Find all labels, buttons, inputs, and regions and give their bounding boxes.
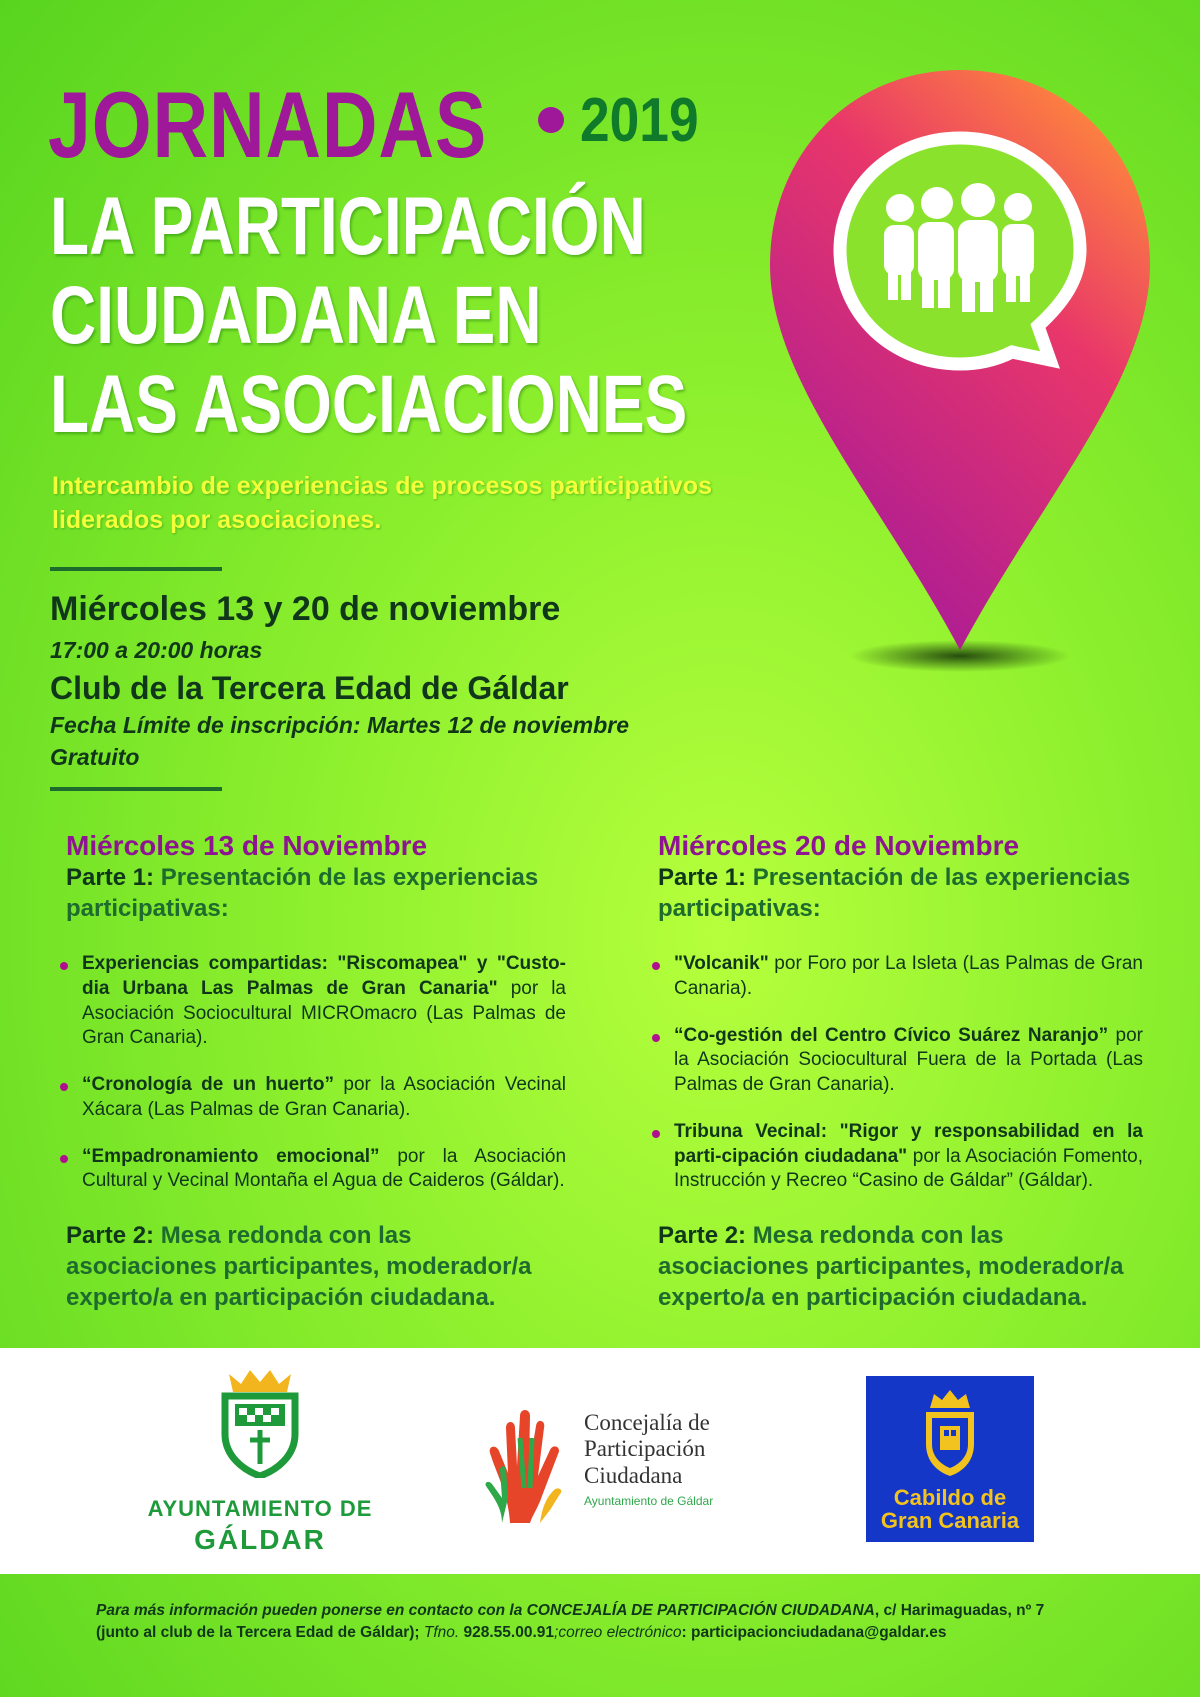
subtitle [52, 470, 772, 538]
ayuntamiento-line2: GÁLDAR [194, 1524, 326, 1555]
event-time: 17:00 a 20:00 horas [50, 637, 263, 663]
title-bullet [538, 107, 564, 133]
divider-top [50, 567, 222, 571]
item-title: “Cronología de un huerto” [82, 1074, 334, 1096]
cabildo-line2: Gran Canaria [880, 1508, 1020, 1534]
item-title: Experiencias compartidas: "Riscomapea" y "Custo-dia Urbana Las Palmas de Gran Canaria" [82, 953, 566, 1000]
item-title: Tribuna Vecinal: "Rigor y responsabilidad en la parti-cipación ciudadana" [674, 1120, 1143, 1167]
cabildo-logo [866, 1376, 1034, 1542]
footer-email-label: ;correo electrónico [554, 1624, 682, 1642]
footer-address: , c/ Harimaguadas, nº 7 [874, 1602, 1045, 1619]
day2-part2 [658, 1220, 1143, 1314]
footer-contact [96, 1600, 1106, 1645]
footer-phone-label: Tfno. [423, 1624, 460, 1642]
footer-line-2 [96, 1622, 1106, 1644]
item-detail: por la Asociación Sociocultural Fuera de la Portada (Las Palmas de Gran Canaria). [674, 1024, 1144, 1096]
day1-part2-text: Mesa redonda con las asociaciones participantes, moderador/a experto/a en participación ciudadana. [66, 1221, 532, 1312]
day1-heading: Miércoles 13 de Noviembre [66, 830, 428, 861]
crest-icon [918, 1386, 982, 1478]
list-item [66, 1145, 566, 1194]
list-item [658, 1024, 1143, 1098]
title-line-3: LAS ASOCIACIONES [50, 359, 688, 450]
subtitle-line-1: Intercambio de experiencias de procesos participativos [52, 472, 712, 500]
day2-column [658, 830, 1143, 1313]
concejalia-line3: Ciudadana [584, 1462, 683, 1488]
day1-column [66, 830, 566, 1313]
item-detail: por la Asociación Fomento, Instrucción y Recreo “Casino de Gáldar” (Gáldar). [674, 1145, 1143, 1192]
concejalia-text [584, 1410, 710, 1489]
day1-part2 [66, 1220, 566, 1314]
item-detail: por la Asociación Cultural y Vecinal Montaña el Agua de Caideros (Gáldar). [82, 1145, 567, 1192]
cabildo-line1: Cabildo de [893, 1485, 1007, 1510]
day1-list [66, 952, 566, 1194]
item-detail: por la Asociación Vecinal Xácara (Las Palmas de Gran Canaria). [82, 1074, 566, 1120]
day2-heading: Miércoles 20 de Noviembre [658, 830, 1020, 861]
title-line-1: LA PARTICIPACIÓN [50, 181, 646, 272]
jornadas-title: JORNADAS [48, 72, 488, 177]
item-title: “Co-gestión del Centro Cívico Suárez Naranjo” [674, 1024, 1109, 1046]
footer-org: CONCEJALÍA DE PARTICIPACIÓN CIUDADANA [526, 1602, 875, 1619]
day2-part1-lead: Parte 1: [658, 864, 747, 891]
divider-bottom [50, 787, 222, 791]
list-item [658, 952, 1143, 1001]
hands-icon [480, 1398, 575, 1528]
concejalia-sub: Ayuntamiento de Gáldar [584, 1494, 714, 1508]
coat-of-arms-icon [215, 1368, 305, 1478]
cabildo-text [866, 1486, 1034, 1532]
concejalia-line2: Participación [584, 1436, 706, 1462]
day2-list [658, 952, 1143, 1194]
item-detail: por Foro por La Isleta (Las Palmas de Gran Canaria). [674, 953, 1143, 1000]
subtitle-line-2: liderados por asociaciones. [52, 505, 382, 534]
concejalia-logo [480, 1398, 780, 1538]
list-item [658, 1120, 1143, 1194]
day1-part1 [66, 862, 566, 924]
ayuntamiento-line1: AYUNTAMIENTO DE [147, 1496, 373, 1521]
day2-part2-text: Mesa redonda con las asociaciones participantes, moderador/a experto/a en participación ciudadana. [658, 1221, 1124, 1312]
location-pin-icon [760, 60, 1180, 680]
day2-part1 [658, 862, 1143, 924]
concejalia-line1: Concejalía de [584, 1410, 710, 1435]
day2-part1-text: Presentación de las experiencias participativas: [658, 864, 1131, 923]
footer-location: (junto al club de la Tercera Edad de Gáldar); [96, 1624, 424, 1642]
logo-band [0, 1348, 1200, 1574]
day1-part2-lead: Parte 2: [66, 1221, 155, 1249]
list-item [66, 952, 566, 1051]
registration-deadline: Fecha Límite de inscripción: Martes 12 de noviembre [50, 712, 630, 738]
item-detail: por la Asociación Sociocultural MICROmacro (Las Palmas de Gran Canaria). [82, 978, 566, 1049]
day1-part1-lead: Parte 1: [66, 864, 155, 891]
item-title: "Volcanik" [674, 953, 769, 975]
event-venue: Club de la Tercera Edad de Gáldar [50, 670, 569, 706]
year-label: 2019 [580, 86, 699, 155]
title-line-2: CIUDADANA EN [50, 270, 542, 361]
footer-line-1 [96, 1600, 1106, 1622]
item-title: “Empadronamiento emocional” [82, 1145, 380, 1167]
footer-phone: 928.55.00.91 [459, 1624, 555, 1642]
day1-part1-text: Presentación de las experiencias participativas: [66, 864, 539, 923]
ayuntamiento-logo [130, 1368, 390, 1558]
day2-part2-lead: Parte 2: [658, 1221, 747, 1249]
footer-intro: Para más información pueden ponerse en contacto con la [96, 1602, 527, 1619]
footer-email[interactable]: : participacionciudadana@galdar.es [681, 1624, 947, 1642]
list-item [66, 1073, 566, 1122]
event-dates: Miércoles 13 y 20 de noviembre [50, 590, 561, 628]
price-label: Gratuito [50, 744, 140, 770]
